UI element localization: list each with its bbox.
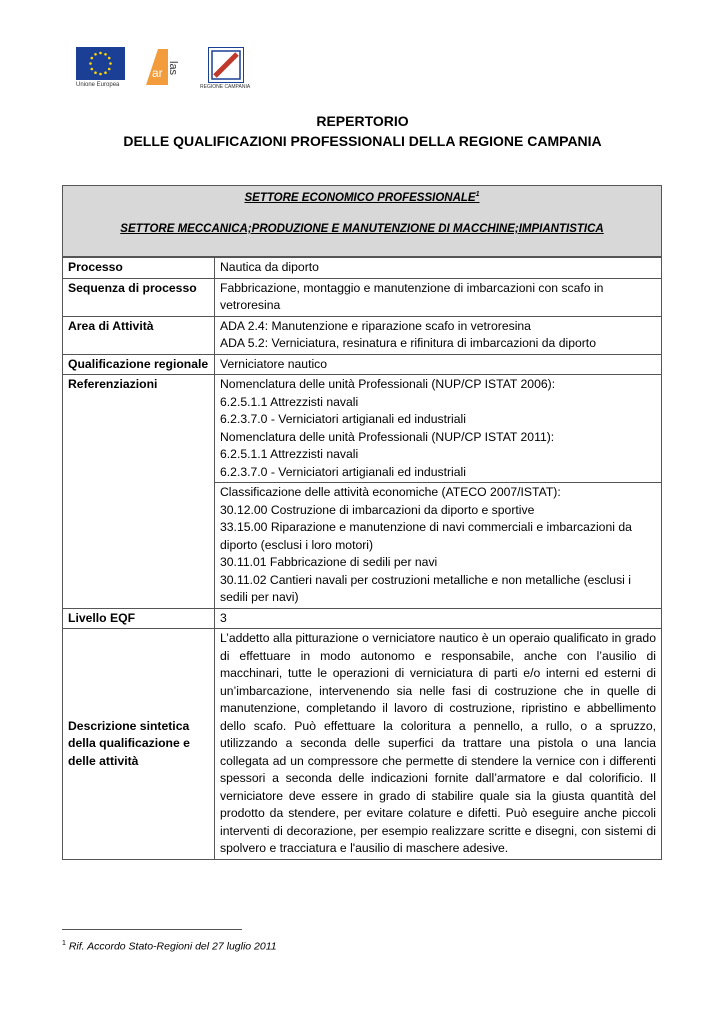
page-title-line1: REPERTORIO (316, 113, 409, 129)
arlas-logo (144, 47, 184, 87)
ref-line: 6.2.5.1.1 Attrezzisti navali (220, 447, 359, 461)
sector-value: SETTORE MECCANICA;PRODUZIONE E MANUTENZIONE DI MACCHINE;IMPIANTISTICA (120, 223, 604, 235)
row-value-processo: Nautica da diporto (215, 258, 662, 279)
sector-header (62, 185, 662, 257)
row-value-livello: 3 (215, 608, 662, 629)
page-title-line2: DELLE QUALIFICAZIONI PROFESSIONALI DELLA REGIONE CAMPANIA (123, 133, 602, 149)
row-value-referenziazioni-nup (215, 375, 662, 483)
campania-logo (208, 47, 244, 83)
row-value-sequenza: Fabbricazione, montaggio e manutenzione di imbarcazioni con scafo in vetroresina (215, 278, 662, 316)
qualification-table (62, 257, 662, 860)
svg-text:ar: ar (152, 66, 163, 80)
footnote-ref[interactable]: 1 (475, 191, 480, 198)
svg-text:las: las (167, 61, 179, 76)
ref-line: 6.2.5.1.1 Attrezzisti navali (220, 394, 359, 409)
ref-line: 30.11.01 Fabbricazione di sedili per navi (220, 555, 438, 569)
footnote (62, 940, 277, 953)
ref-line: 6.2.3.7.0 - Verniciatori artigianali ed industriali (220, 464, 466, 479)
row-value-descrizione: L’addetto alla pitturazione o verniciatore nautico è un operaio qualificato in grado di effettuare in modo autonomo e responsabile, anche con l’ausilio di macchinari, tutte le operazioni di verniciatura di parti e/o interni ed esterni di un’imbarcazione, intervenendo sia nelle fasi di costruzione che in quelle di manutenzione, completando il lavoro di costruzione, ripristino e abbellimento dello scafo. Può effettuare la coloritura a pennello, a rullo, o a spruzzo, utilizzando a seconda delle superfici da trattare una pistola o una lancia collegata ad un compressore che permette di stendere la vernice con i differenti spessori a seconda delle indicazioni fornite dall’armatore e dal colorificio. Il verniciatore deve essere in grado di stabilire quale sia la giusta quantità del prodotto da stendere, per evitare colature e difetti. Può eseguire anche piccoli interventi di decorazione, per esempio realizzare scritte e disegni, con sistemi di spolvero e tracciatura e l'ausilio di maschere adesive. (215, 629, 662, 860)
row-label-area: Area di Attività (63, 316, 215, 354)
footnote-text: Rif. Accordo Stato-Regioni del 27 luglio 2011 (68, 940, 277, 953)
table-row (63, 278, 662, 316)
row-value-area (215, 316, 662, 354)
row-label-processo: Processo (63, 258, 215, 279)
row-value-qualificazione: Verniciatore nautico (215, 354, 662, 375)
ref-line: 33.15.00 Riparazione e manutenzione di navi commerciali e imbarcazioni da diporto (esclusi i loro motori) (220, 520, 632, 552)
row-label-descrizione: Descrizione sintetica della qualificazione e delle attività (63, 629, 215, 860)
row-label-qualificazione: Qualificazione regionale (63, 354, 215, 375)
table-row (63, 316, 662, 354)
row-value-referenziazioni-ateco (215, 483, 662, 609)
ref-line: Classificazione delle attività economiche (ATECO 2007/ISTAT): (220, 485, 561, 499)
footnote-separator (62, 929, 242, 930)
table-row (63, 375, 662, 483)
eu-flag-logo (76, 47, 125, 80)
ref-line: 30.12.00 Costruzione di imbarcazioni da diporto e sportive (220, 502, 535, 517)
ref-line: Nomenclatura delle unità Professionali (NUP/CP ISTAT 2011): (220, 429, 555, 444)
row-label-livello: Livello EQF (63, 608, 215, 629)
row-label-referenziazioni: Referenziazioni (63, 375, 215, 609)
sector-label: SETTORE ECONOMICO PROFESSIONALE (244, 191, 476, 204)
table-row (63, 258, 662, 279)
footnote-number: 1 (62, 940, 66, 947)
table-row (63, 608, 662, 629)
area-line: ADA 5.2: Verniciatura, resinatura e rifinitura di imbarcazioni da diporto (220, 336, 596, 350)
campania-label: REGIONE CAMPANIA (200, 84, 251, 90)
ref-line: 6.2.3.7.0 - Verniciatori artigianali ed industriali (220, 412, 466, 426)
ref-line: 30.11.02 Cantieri navali per costruzioni metalliche e non metalliche (esclusi i sedili per navi) (220, 572, 631, 604)
table-row (63, 629, 662, 860)
area-line: ADA 2.4: Manutenzione e riparazione scafo in vetroresina (220, 318, 531, 333)
ref-line: Nomenclatura delle unità Professionali (NUP/CP ISTAT 2006): (220, 377, 556, 391)
row-label-sequenza: Sequenza di processo (63, 278, 215, 316)
sector-label-line (63, 191, 661, 204)
table-row (63, 354, 662, 375)
eu-label: Unione Europea (76, 82, 120, 88)
